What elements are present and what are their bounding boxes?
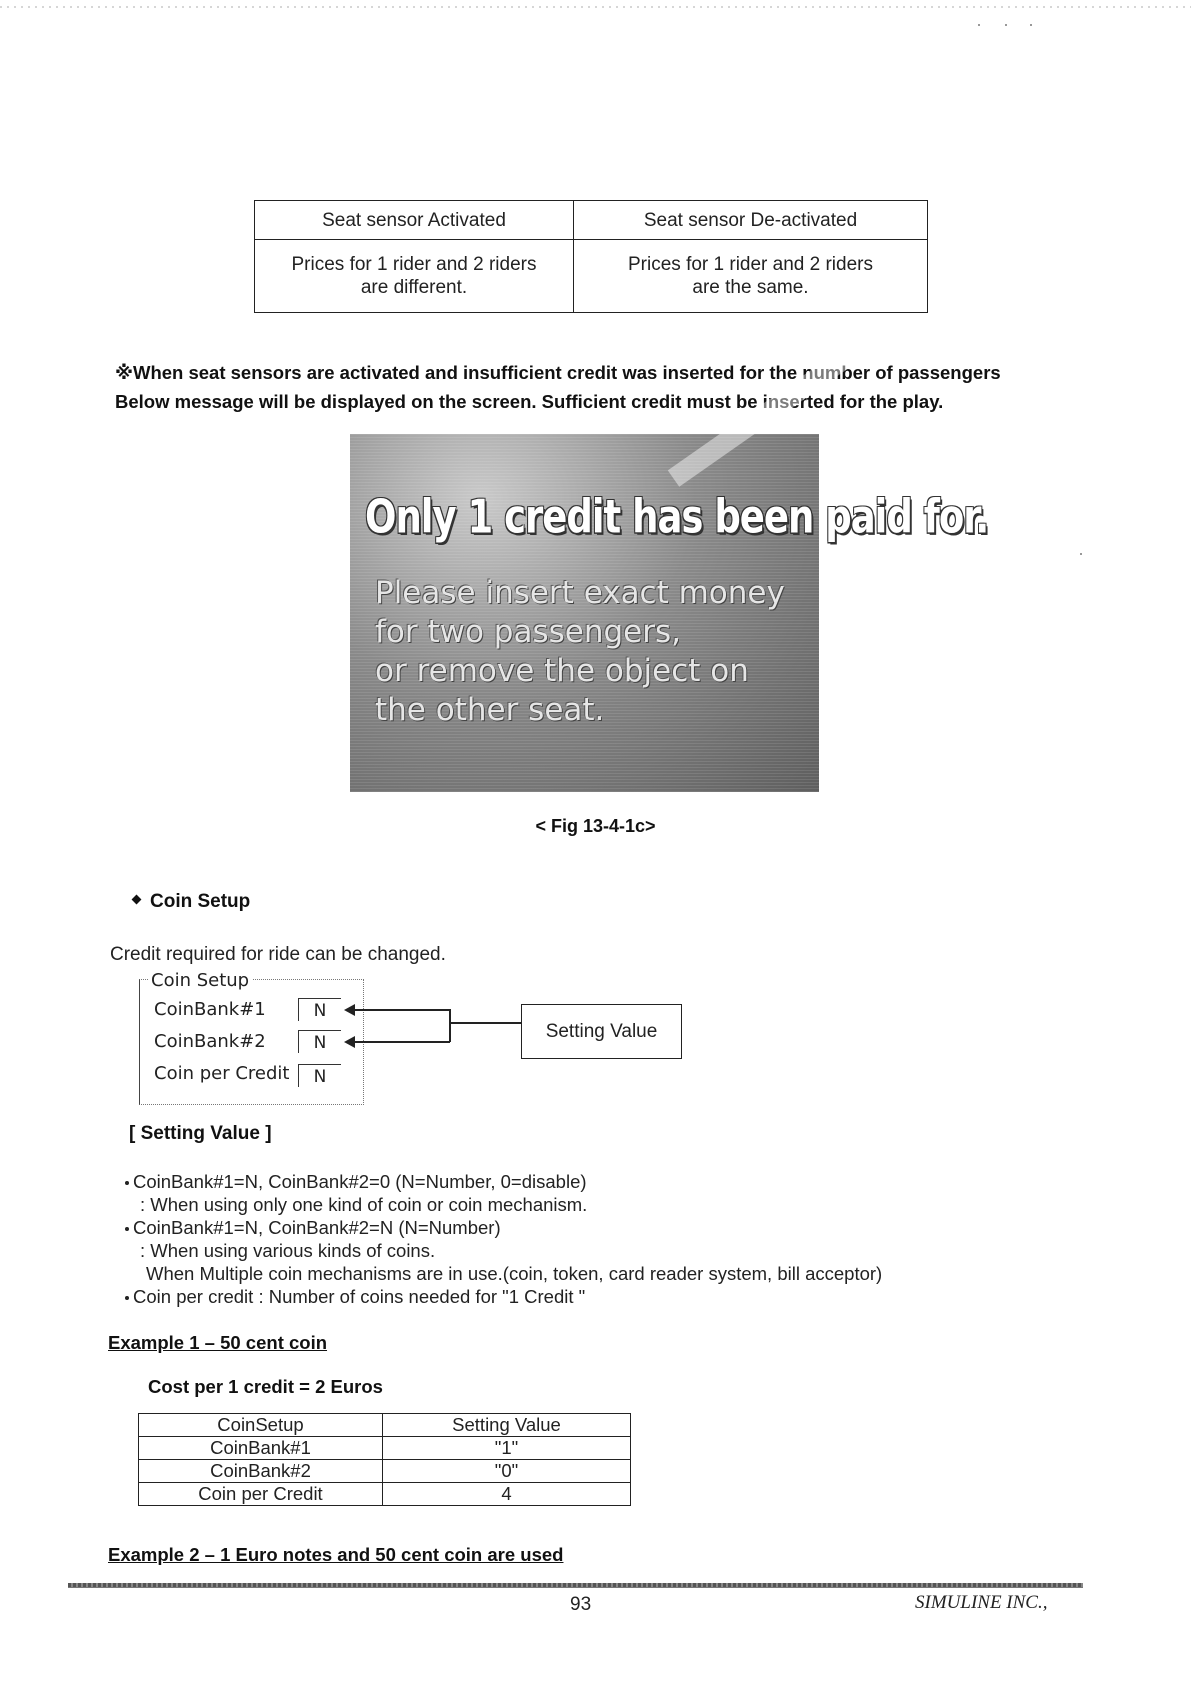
list-item-text: CoinBank#1=N, CoinBank#2=N (N=Number)	[133, 1217, 501, 1238]
table-cell: "0"	[383, 1460, 631, 1483]
diamond-bullet-icon	[132, 895, 142, 905]
setting-value-box: Setting Value	[521, 1004, 682, 1059]
seat-sensor-note	[115, 358, 1095, 416]
connector-line	[354, 1041, 450, 1043]
scan-speck	[1005, 24, 1007, 26]
coin-setup-heading-text: Coin Setup	[150, 891, 251, 912]
table-row	[139, 1437, 631, 1460]
company-name: SIMULINE INC.,	[915, 1592, 1048, 1613]
table-row	[139, 1414, 631, 1437]
row-value-coinbank1: N	[298, 998, 341, 1021]
page-number: 93	[570, 1594, 592, 1615]
table-cell: "1"	[383, 1437, 631, 1460]
screen-message-line-4: the other seat.	[375, 692, 605, 728]
list-item-text: CoinBank#1=N, CoinBank#2=0 (N=Number, 0=disable)	[133, 1171, 587, 1192]
connector-line	[450, 1022, 521, 1024]
note-line-2: Below message will be displayed on the screen. Sufficient credit must be inserted for the play.	[115, 391, 944, 412]
cell-deactivated-line2: are the same.	[692, 277, 809, 298]
coin-setup-heading	[133, 891, 250, 913]
row-value-coinbank2: N	[298, 1030, 341, 1053]
table-cell: 4	[383, 1483, 631, 1506]
cell-deactivated	[574, 240, 928, 313]
example1-table	[138, 1413, 631, 1506]
table-row	[139, 1483, 631, 1506]
scan-speck	[1080, 553, 1082, 555]
table-header-cell: CoinSetup	[139, 1414, 383, 1437]
bullet-dot-icon	[125, 1296, 129, 1300]
list-item: When Multiple coin mechanisms are in use.(coin, token, card reader system, bill acceptor)	[146, 1263, 883, 1284]
row-label-coinbank1: CoinBank#1	[154, 999, 266, 1020]
screen-message-line-3: or remove the object on	[375, 653, 749, 689]
header-seat-deactivated: Seat sensor De-activated	[574, 201, 928, 240]
list-item-text: Coin per credit : Number of coins needed for "1 Credit "	[133, 1286, 586, 1307]
screen-message-line-1: Please insert exact money	[375, 575, 785, 611]
table-cell: Coin per Credit	[139, 1483, 383, 1506]
header-seat-activated: Seat sensor Activated	[255, 201, 574, 240]
screen-headline: Only 1 credit has been paid for.	[365, 490, 989, 544]
note-line-1: ※When seat sensors are activated and insufficient credit was inserted for the number of passengers	[115, 362, 1001, 383]
row-label-coinbank2: CoinBank#2	[154, 1031, 266, 1052]
coin-setup-panel	[139, 970, 364, 1105]
list-item: : When using various kinds of coins.	[140, 1240, 436, 1261]
table-row	[139, 1460, 631, 1483]
list-item	[125, 1216, 501, 1239]
row-value-coin-per-credit: N	[298, 1064, 341, 1087]
list-item: : When using only one kind of coin or coin mechanism.	[140, 1194, 588, 1215]
setting-value-title: [ Setting Value ]	[129, 1123, 272, 1144]
row-label-coin-per-credit: Coin per Credit	[154, 1063, 290, 1084]
footer-rule	[68, 1583, 1083, 1588]
screen-message-line-2: for two passengers,	[375, 614, 682, 650]
example1-heading: Example 1 – 50 cent coin	[108, 1332, 328, 1353]
cell-deactivated-line1: Prices for 1 rider and 2 riders	[628, 254, 873, 275]
figure-caption: < Fig 13-4-1c>	[535, 816, 656, 836]
seat-sensor-table	[254, 200, 928, 313]
cell-activated	[255, 240, 574, 313]
scan-speck	[1030, 24, 1032, 26]
connector-line	[354, 1009, 450, 1011]
bullet-dot-icon	[125, 1227, 129, 1231]
connector-line	[449, 1009, 451, 1042]
panel-title: Coin Setup	[148, 970, 252, 991]
cell-activated-line2: are different.	[360, 277, 468, 298]
coin-setup-intro: Credit required for ride can be changed.	[110, 944, 446, 965]
example1-cost: Cost per 1 credit = 2 Euros	[148, 1376, 383, 1397]
screen-message	[375, 574, 805, 730]
scan-artifact-line	[0, 6, 1191, 8]
bullet-dot-icon	[125, 1181, 129, 1185]
table-cell: CoinBank#1	[139, 1437, 383, 1460]
list-item	[125, 1170, 587, 1193]
table-cell: CoinBank#2	[139, 1460, 383, 1483]
table-header-cell: Setting Value	[383, 1414, 631, 1437]
cell-activated-line1: Prices for 1 rider and 2 riders	[291, 254, 537, 275]
game-screen-image	[350, 434, 989, 792]
scan-speck	[978, 24, 980, 26]
list-item	[125, 1285, 585, 1308]
example2-heading: Example 2 – 1 Euro notes and 50 cent coin are used	[108, 1544, 564, 1565]
